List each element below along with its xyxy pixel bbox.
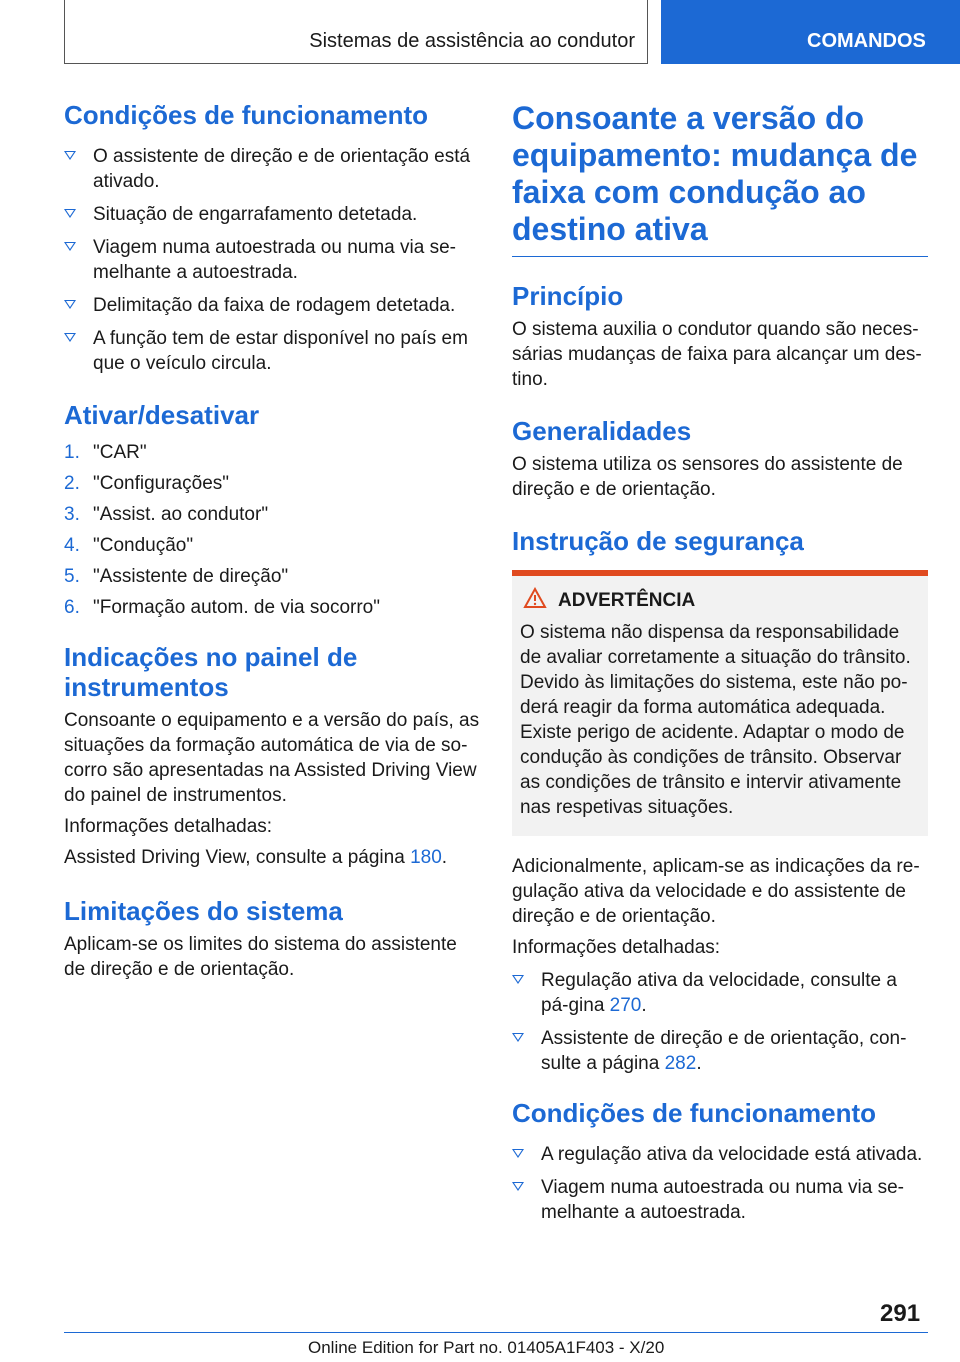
main-title: Consoante a versão do equipamento: mudança de faixa com condução ao destino ativa (512, 100, 928, 257)
section-title-principle: Princípio (512, 281, 624, 311)
reference-list (512, 968, 928, 1076)
footer-edition: Online Edition for Part no. 01405A1F403 - X/20 (308, 1338, 665, 1357)
display-text: Consoante o equipamento e a versão do país, as situações da formação automática de via de so-corro são apresentadas na Assisted Driving View do painel de instrumentos. (64, 710, 480, 806)
limits-text: Aplicam-se os limites do sistema do assistente de direção e de orientação. (64, 934, 457, 980)
step-item: 5. "Assistente de direção" (64, 566, 289, 587)
list-item: Regulação ativa da velocidade, consulte a pá-gina 270. (512, 968, 928, 1018)
list-item: A regulação ativa da velocidade está ativada. (512, 1142, 928, 1167)
triangle-bullet-icon (512, 1033, 524, 1042)
triangle-bullet-icon (64, 242, 76, 251)
triangle-bullet-icon (512, 1182, 524, 1191)
list-item: Situação de engarrafamento detetada. (64, 202, 480, 227)
step-item: 6. "Formação autom. de via socorro" (64, 597, 380, 618)
section-title-display: Indicações no painel de instrumentos (64, 642, 358, 702)
step-item: 2. "Configurações" (64, 473, 230, 494)
warning-text: O sistema não dispensa da responsabilidade de avaliar corretamente a situação do trânsito. Devido às limitações do sistema, este não po-derá reagir da forma automática adequada. Existe perigo de acidente. Adaptar o modo de condução às condições de trânsito. Observar as condições de trânsito e intervir ativamente nas respetivas situações. (520, 622, 911, 818)
section-title-conditions-2: Condições de funcionamento (512, 1098, 877, 1128)
list-item: Viagem numa autoestrada ou numa via se-melhante a autoestrada. (64, 235, 480, 285)
left-column (64, 100, 480, 988)
triangle-bullet-icon (64, 300, 76, 309)
section-title-conditions: Condições de funcionamento (64, 100, 429, 130)
list-item: O assistente de direção e de orientação está ativado. (64, 144, 480, 194)
activate-steps (64, 440, 480, 620)
additional-text: Adicionalmente, aplicam-se as indicações da re-gulação ativa da velocidade e do assistente de direção e de orientação. (512, 856, 920, 927)
header-section-box (64, 0, 648, 64)
warning-triangle-icon (523, 587, 547, 609)
warning-title: ADVERTÊNCIA (520, 590, 920, 612)
header-section-title: Sistemas de assistência ao condutor (309, 30, 635, 52)
principle-text: O sistema auxilia o condutor quando são neces-sárias mudanças de faixa para alcançar um des-tino. (512, 319, 922, 390)
page-link-282[interactable]: 282 (664, 1053, 697, 1074)
list-item: Delimitação da faixa de rodagem detetada. (64, 293, 480, 318)
conditions-list (64, 144, 480, 376)
step-item: 4. "Condução" (64, 535, 194, 556)
details-label: Informações detalhadas: (64, 816, 273, 837)
warning-box (512, 570, 928, 836)
list-item: Assistente de direção e de orientação, con-sulte a página 282. (512, 1026, 928, 1076)
general-text: O sistema utiliza os sensores do assistente de direção e de orientação. (512, 454, 903, 500)
triangle-bullet-icon (512, 1149, 524, 1158)
triangle-bullet-icon (512, 975, 524, 984)
list-item: A função tem de estar disponível no país em que o veículo circula. (64, 326, 480, 376)
step-item: 3. "Assist. ao condutor" (64, 504, 269, 525)
details-reference: Assisted Driving View, consulte a página 180. (64, 847, 448, 868)
section-title-limits: Limitações do sistema (64, 896, 343, 926)
conditions-list-2 (512, 1142, 928, 1225)
section-title-safety: Instrução de segurança (512, 526, 804, 556)
section-title-general: Generalidades (512, 416, 692, 446)
page-link-180[interactable]: 180 (410, 847, 442, 868)
header-tab-comandos[interactable]: COMANDOS (661, 0, 960, 64)
page-link-270[interactable]: 270 (609, 995, 642, 1016)
right-column (512, 100, 928, 1233)
triangle-bullet-icon (64, 151, 76, 160)
triangle-bullet-icon (64, 333, 76, 342)
footer-divider (64, 1332, 928, 1333)
list-item: Viagem numa autoestrada ou numa via se-melhante a autoestrada. (512, 1175, 928, 1225)
section-title-activate: Ativar/desativar (64, 400, 260, 430)
page-number: 291 (880, 1300, 921, 1327)
triangle-bullet-icon (64, 209, 76, 218)
details-label: Informações detalhadas: (512, 937, 721, 958)
step-item: 1. "CAR" (64, 442, 147, 463)
